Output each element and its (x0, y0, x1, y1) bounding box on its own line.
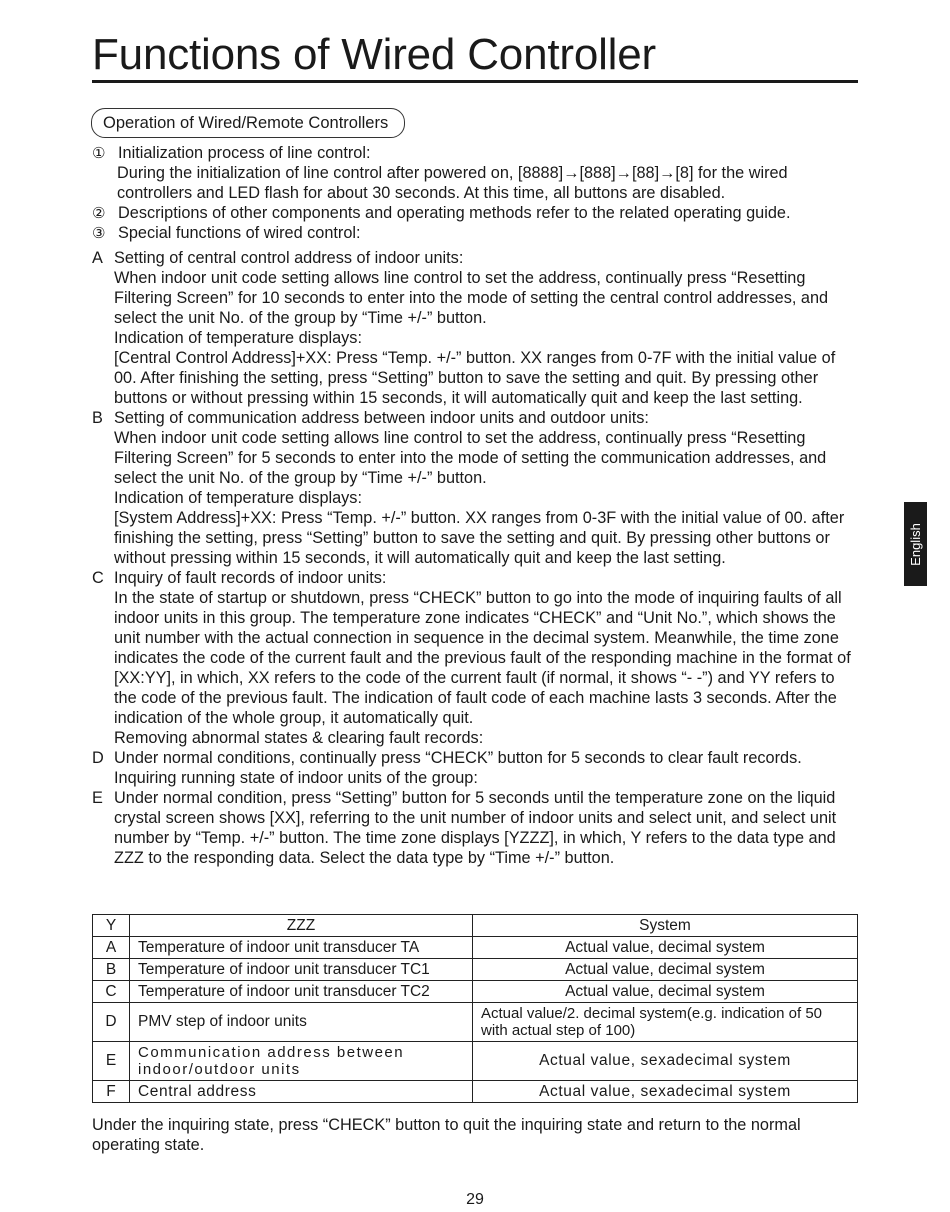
section-label: Operation of Wired/Remote Controllers (91, 108, 405, 138)
lettered-item (92, 248, 860, 408)
page-title: Functions of Wired Controller (92, 30, 656, 79)
cell-zzz: Temperature of indoor unit transducer TA (130, 937, 473, 959)
instructions-body (92, 143, 860, 868)
cell-y: C (93, 981, 130, 1003)
item-text: Setting of central control address of indoor units: When indoor unit code setting allows line control to set the address, continually press “Resetting Filtering Screen” for 10 seconds to enter into the mode of setting the central control addresses, and select the unit No. of the group by “Time +/-” button. Indication of temperature displays: [Central Control Address]+XX: Press “Temp. +/-” button. XX ranges from 0-7F with the initial value of 00. After finishing the setting, press “Setting” button to save the setting and quit. By pressing other buttons or without pressing within 15 seconds, it will automatically quit and keep the last setting. (114, 249, 836, 407)
circled-number: ③ (92, 224, 106, 242)
table-row (93, 1081, 858, 1103)
data-type-table (92, 914, 858, 1103)
cell-y: F (93, 1081, 130, 1103)
item-text: Under normal condition, press “Setting” button for 5 seconds until the temperature zone on the liquid crystal screen shows [XX], referring to the unit number of indoor units and select unit, and select unit number by “Temp. +/-” button. The time zone displays [YZZZ], in which, Y refers to the data type and ZZZ to the responding data. Select the data type by “Time +/-” button. (114, 789, 837, 867)
table-row (93, 1003, 858, 1042)
numbered-item (92, 143, 860, 163)
item-body: During the initialization of line control after powered on, [8888]→[888]→[88]→[8] for the wired controllers and LED flash for about 30 seconds. At this time, all buttons are disabled. (117, 164, 788, 202)
item-heading: Initialization process of line control: (118, 144, 371, 162)
numbered-item (92, 223, 860, 243)
item-heading: Descriptions of other components and operating methods refer to the related operating guide. (118, 204, 791, 222)
page-number: 29 (466, 1191, 484, 1208)
lettered-item (92, 408, 860, 568)
cell-zzz: Temperature of indoor unit transducer TC2 (130, 981, 473, 1003)
table-row (93, 1042, 858, 1081)
item-letter: A (92, 249, 103, 267)
cell-zzz: Communication address between indoor/outdoor units (130, 1042, 473, 1081)
cell-zzz: Central address (130, 1081, 473, 1103)
language-tab-label: English (908, 522, 924, 566)
circled-number: ① (92, 144, 106, 162)
item-letter: C (92, 569, 104, 587)
cell-system: Actual value, decimal system (473, 959, 858, 981)
cell-y: E (93, 1042, 130, 1081)
item-text: Inquiry of fault records of indoor units: In the state of startup or shutdown, press “CHECK” button to go into the mode of inquiring faults of all indoor units in this group. The temperature zone indicates “CHECK” and “Unit No.”, which shows the unit number with the actual connection in sequence in the decimal system. Meanwhile, the time zone indicates the code of the current fault and the previous fault of the responding machine in the format of [XX:YY], in which, XX refers to the code of the current fault (if normal, it shows “- -”) and YY refers to the code of the previous fault. The indication of fault code of each machine lasts 3 seconds. After the indication of the whole group, it automatically quit. Removing abnormal states & clearing fault records: (114, 569, 851, 747)
cell-y: B (93, 959, 130, 981)
lettered-list (92, 248, 860, 868)
cell-system: Actual value, decimal system (473, 981, 858, 1003)
header-system: System (473, 915, 858, 937)
footer-note: Under the inquiring state, press “CHECK” button to quit the inquiring state and return to the normal operating state. (92, 1116, 801, 1154)
cell-zzz: PMV step of indoor units (130, 1003, 473, 1042)
numbered-item-body (92, 163, 860, 203)
table-row (93, 937, 858, 959)
table-row (93, 981, 858, 1003)
item-text: Under normal conditions, continually press “CHECK” button for 5 seconds to clear fault records. Inquiring running state of indoor units of the group: (114, 749, 802, 787)
item-letter: E (92, 789, 103, 807)
circled-number: ② (92, 204, 106, 222)
cell-system: Actual value, sexadecimal system (473, 1042, 858, 1081)
title-underline (92, 80, 858, 83)
lettered-item (92, 568, 860, 748)
item-letter: D (92, 749, 104, 767)
header-zzz: ZZZ (130, 915, 473, 937)
cell-system: Actual value/2. decimal system(e.g. indication of 50 with actual step of 100) (473, 1003, 858, 1042)
header-y: Y (93, 915, 130, 937)
table-header-row (93, 915, 858, 937)
cell-system: Actual value, sexadecimal system (473, 1081, 858, 1103)
language-tab (904, 502, 927, 586)
item-letter: B (92, 409, 103, 427)
cell-system: Actual value, decimal system (473, 937, 858, 959)
numbered-item (92, 203, 860, 223)
item-heading: Special functions of wired control: (118, 224, 361, 242)
cell-y: D (93, 1003, 130, 1042)
item-text: Setting of communication address between indoor units and outdoor units: When indoor unit code setting allows line control to set the address, continually press “Resetting Filtering Screen” for 5 seconds to enter into the mode of setting the communication addresses, and select the unit No. of the group by “Time +/-” button. Indication of temperature displays: [System Address]+XX: Press “Temp. +/-” button. XX ranges from 0-3F with the initial value of 00. after finishing the setting, press “Setting” button to save the setting and quit. By pressing other buttons or without pressing within 15 seconds, it will automatically quit and keep the last setting. (114, 409, 845, 567)
table-row (93, 959, 858, 981)
cell-y: A (93, 937, 130, 959)
lettered-item (92, 748, 860, 788)
lettered-item (92, 788, 860, 868)
cell-zzz: Temperature of indoor unit transducer TC1 (130, 959, 473, 981)
